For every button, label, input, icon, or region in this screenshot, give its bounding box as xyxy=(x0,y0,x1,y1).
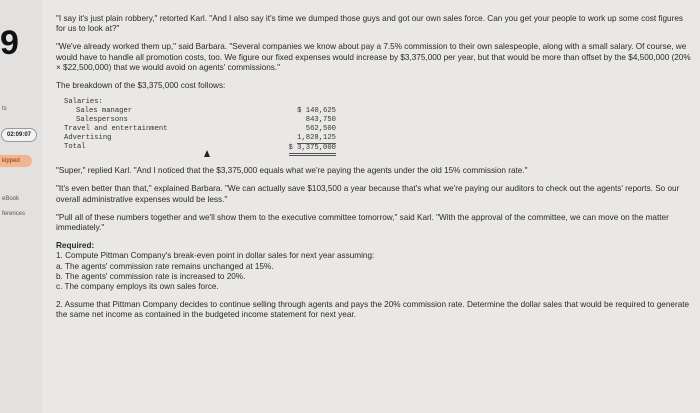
question-number: 9 xyxy=(0,24,19,62)
required-title: Required: xyxy=(56,241,95,251)
paragraph-karl-committee: "Pull all of these numbers together and we'll show them to the executive committee tomorrow," said Karl. "With the approval of the committee, we can move on the matter immediately." xyxy=(56,212,669,233)
paragraph-barbara-figures: "We've already worked them up," said Barbara. "Several companies we know about pay a 7.5% commission to their own salespeople, along with a small salary. Of course, we would have to handle all promotion costs, too. We figure our fixed expenses would increase by $3,375,000 per year, but that would be more than offset by the $4,500,000 (20% × $22,500,000) that we would avoid on agents' commissions." xyxy=(56,42,691,72)
references-link[interactable]: ferences xyxy=(2,211,26,217)
row-value: 1,828,125 xyxy=(297,133,336,142)
skipped-tag[interactable]: kipped xyxy=(0,155,32,167)
row-value: $ 140,625 xyxy=(297,107,336,116)
sidebar xyxy=(0,0,42,413)
row-label: Salaries: xyxy=(64,98,103,107)
cost-breakdown-table xyxy=(56,98,692,160)
sidebar-points-label: ts xyxy=(2,106,7,112)
row-label: Advertising xyxy=(64,133,112,142)
row-label: Sales manager xyxy=(76,107,133,116)
paragraph-barbara-savings: "It's even better than that," explained Barbara. "We can actually save $103,500 a year because that's what we're paying our auditors to check out the agents' reports. So our overall administrative expenses would be less." xyxy=(56,184,680,204)
required-item-1b: b. The agents' commission rate is increased to 20%. xyxy=(56,271,246,281)
row-value: 843,750 xyxy=(305,116,336,125)
cost-values xyxy=(276,98,336,155)
problem-text xyxy=(56,14,692,321)
ebook-link[interactable]: eBook xyxy=(2,196,20,202)
breakdown-intro: The breakdown of the $3,375,000 cost follows: xyxy=(56,81,226,91)
required-item-1: 1. Compute Pittman Company's break-even point in dollar sales for next year assuming: xyxy=(56,251,375,261)
row-label: Total xyxy=(64,142,86,151)
row-value-total: $ 3,375,000 xyxy=(289,144,336,156)
required-section xyxy=(56,241,692,320)
required-item-2: 2. Assume that Pittman Company decides to continue selling through agents and pays the 20% commission rate. Determine the dollar sales that would be required to generate the same net income as contained in the budgeted income statement for next year. xyxy=(56,300,690,320)
paragraph-karl-super: "Super," replied Karl. "And I noticed that the $3,375,000 equals what we're paying the agents under the old 15% commission rate." xyxy=(56,166,528,176)
row-value: 562,500 xyxy=(305,124,336,133)
timer-badge: 02:09:07 xyxy=(1,128,37,142)
row-label: Travel and entertainment xyxy=(64,124,168,133)
cost-labels xyxy=(64,98,168,151)
paragraph-karl-robbery: "I say it's just plain robbery," retorted Karl. "And I also say it's time we dumped those guys and got our own sales force. Can you get your people to work up some cost figures for us to look at?" xyxy=(56,14,683,34)
required-item-1c: c. The company employs its own sales force. xyxy=(56,282,219,292)
mouse-cursor-icon xyxy=(204,150,210,157)
required-item-1a: a. The agents' commission rate remains unchanged at 15%. xyxy=(56,261,274,271)
row-value xyxy=(276,98,336,107)
row-label: Salespersons xyxy=(76,116,128,125)
